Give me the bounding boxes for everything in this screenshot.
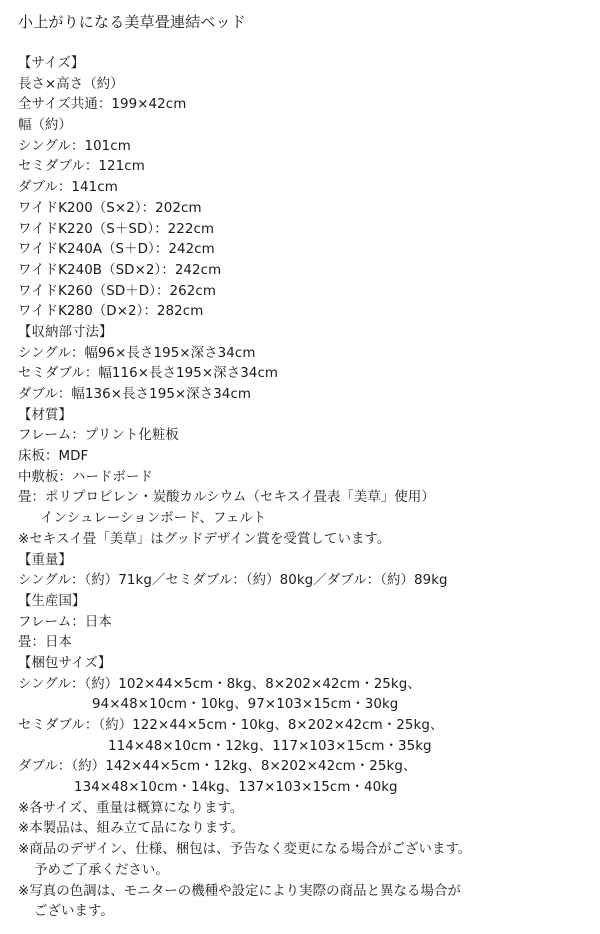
spec-list xyxy=(18,54,588,923)
section-heading-weight: 【重量】 xyxy=(18,552,72,568)
spec-line: 幅（約） xyxy=(18,118,72,134)
spec-note: ※セキスイ畳「美草」はグッドデザイン賞を受賞しています。 xyxy=(18,531,391,547)
spec-line: シングル：幅96×長さ195×深さ34cm xyxy=(18,345,256,361)
spec-line: 長さ×高さ（約） xyxy=(18,76,124,92)
spec-line: 中敷板：ハードボード xyxy=(18,469,153,485)
spec-line: フレーム：プリント化粧板 xyxy=(18,428,179,444)
spec-line: セミダブル：121cm xyxy=(18,159,145,175)
spec-line: フレーム：日本 xyxy=(18,614,112,630)
spec-line: ワイドK220（S＋SD）：222cm xyxy=(18,221,215,237)
spec-line: ワイドK260（SD＋D）：262cm xyxy=(18,283,216,299)
spec-line: ワイドK240A（S＋D）：242cm xyxy=(18,242,215,258)
spec-note: ※商品のデザイン、仕様、梱包は、予告なく変更になる場合がございます。 xyxy=(18,842,472,858)
spec-line: セミダブル：（約）122×44×5cm・10kg、8×202×42cm・25kg、 xyxy=(18,718,444,733)
spec-line-continued: 114×48×10cm・12kg、117×103×15cm・35kg xyxy=(108,738,432,754)
spec-line: ワイドK280（D×2）：282cm xyxy=(18,304,204,320)
spec-note: ※各サイズ、重量は概算になります。 xyxy=(18,800,244,816)
spec-note-continued: ございます。 xyxy=(34,904,114,920)
section-heading-storage: 【収納部寸法】 xyxy=(18,324,113,340)
section-heading-size: 【サイズ】 xyxy=(18,56,85,71)
spec-line: シングル：（約）71kg／セミダブル：（約）80kg／ダブル：（約）89kg xyxy=(18,573,448,589)
spec-line: 畳：日本 xyxy=(18,635,72,651)
spec-line: セミダブル：幅116×長さ195×深さ34cm xyxy=(18,366,279,382)
spec-note: ※写真の色調は、モニターの機種や設定により実際の商品と異なる場合が xyxy=(18,883,462,899)
spec-line: ダブル：（約）142×44×5cm・12kg、8×202×42cm・25kg、 xyxy=(18,759,417,775)
spec-note: ※本製品は、組み立て品になります。 xyxy=(18,821,245,837)
spec-line: シングル：101cm xyxy=(18,138,131,154)
spec-line-continued: インシュレーションボード、フェルト xyxy=(40,511,267,527)
spec-line: 全サイズ共通：199×42cm xyxy=(18,97,187,113)
spec-line: ワイドK240B（SD×2）：242cm xyxy=(18,262,222,278)
spec-line-continued: 94×48×10cm・10kg、97×103×15cm・30kg xyxy=(92,697,399,713)
section-heading-origin: 【生産国】 xyxy=(18,593,86,609)
spec-line: ワイドK200（S×2）：202cm xyxy=(18,200,202,216)
spec-line: 床板：MDF xyxy=(18,449,89,465)
section-heading-package: 【梱包サイズ】 xyxy=(18,655,112,671)
section-heading-material: 【材質】 xyxy=(18,407,72,423)
spec-line: ダブル：幅136×長さ195×深さ34cm xyxy=(18,387,252,402)
spec-line-continued: 134×48×10cm・14kg、137×103×15cm・40kg xyxy=(74,780,398,796)
spec-note-continued: 予めご了承ください。 xyxy=(34,862,169,878)
product-title: 小上がりになる美草畳連結ベッド xyxy=(18,13,247,31)
spec-line: 畳：ポリプロピレン・炭酸カルシウム（セキスイ畳表「美草」使用） xyxy=(18,490,435,506)
spec-line: シングル：（約）102×44×5cm・8kg、8×202×42cm・25kg、 xyxy=(18,676,421,692)
spec-line: ダブル：141cm xyxy=(18,180,118,196)
